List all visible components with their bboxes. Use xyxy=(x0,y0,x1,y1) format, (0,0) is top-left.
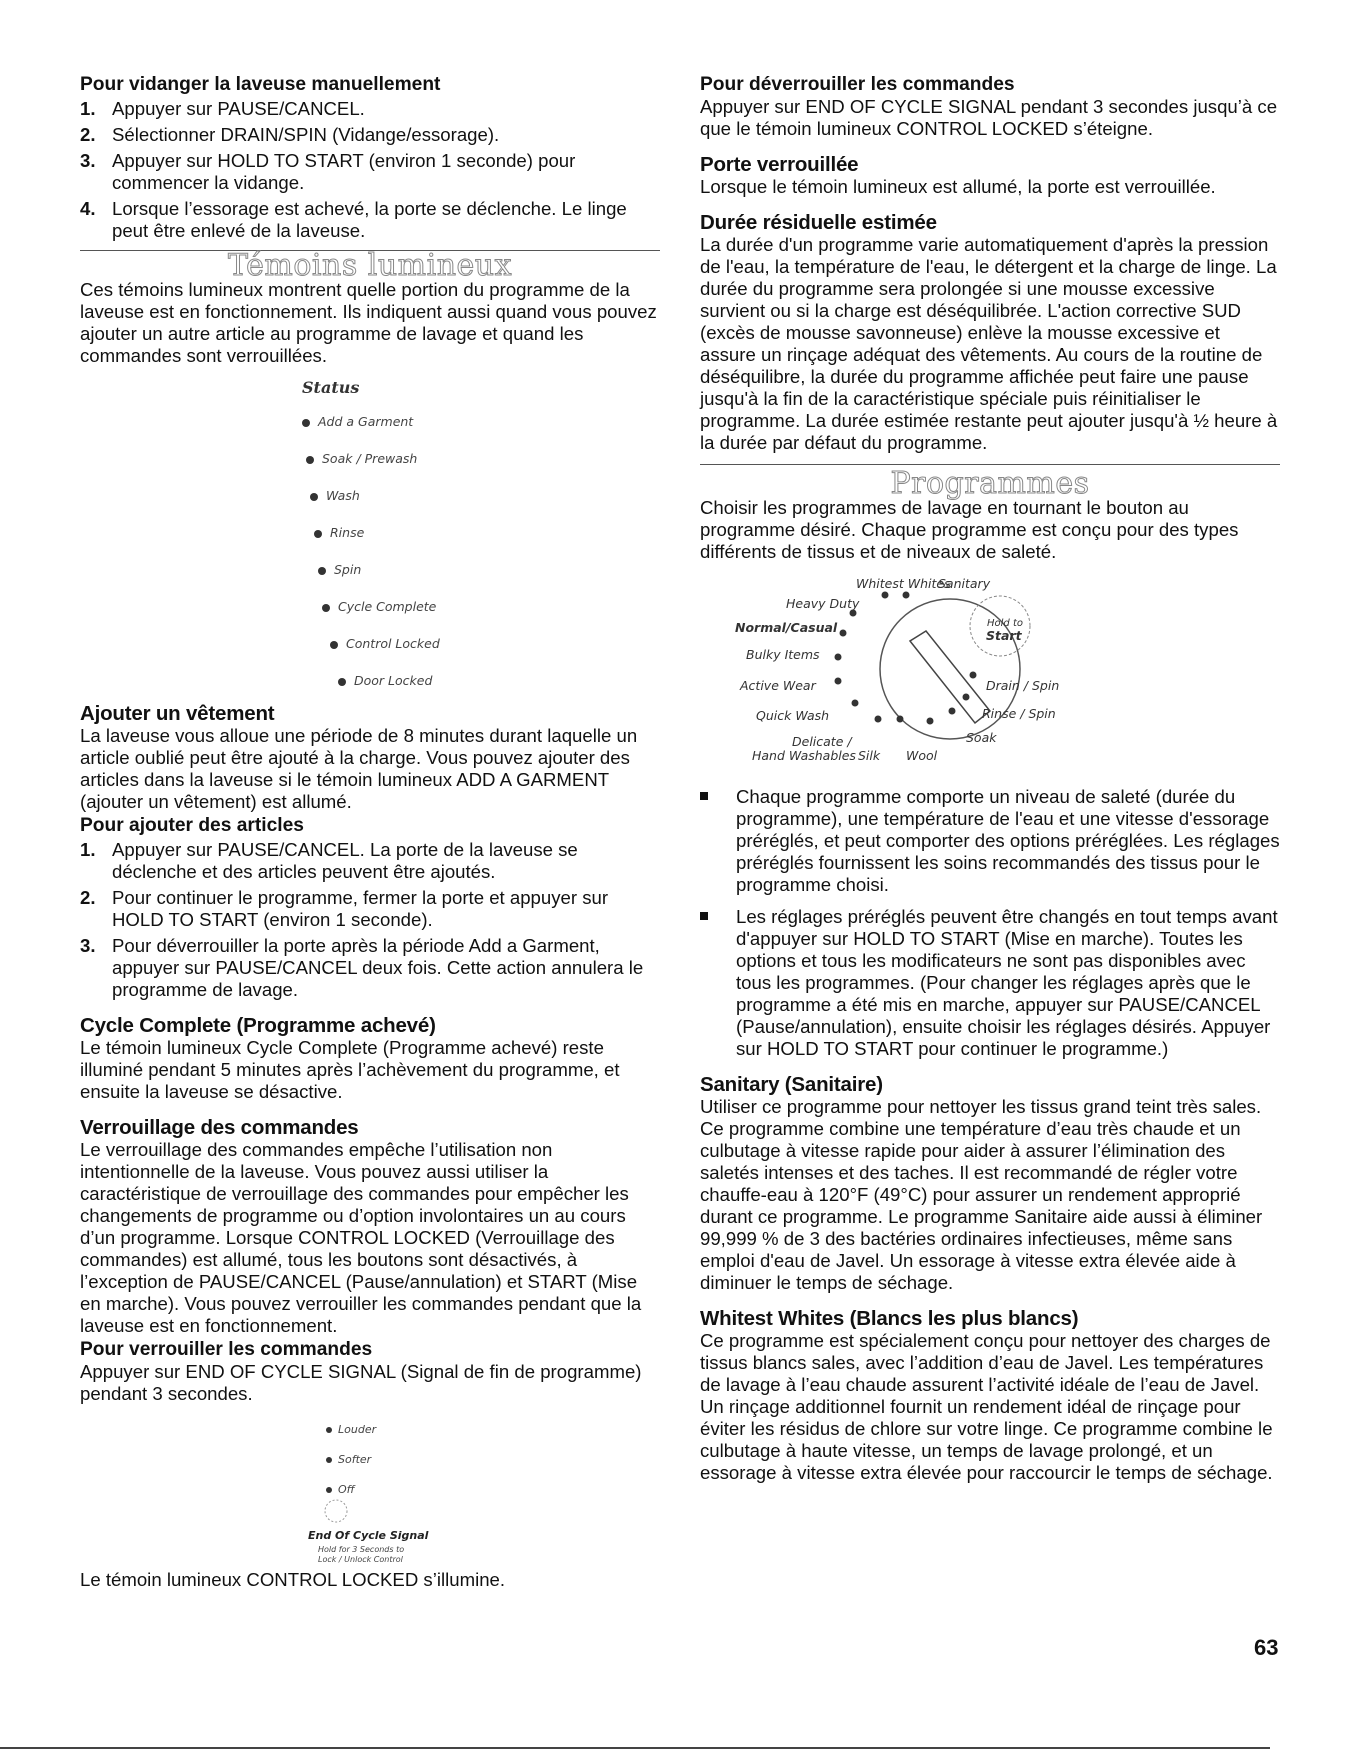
step-text: Appuyer sur PAUSE/CANCEL. La porte de la laveuse se déclenche et des articles peuvent être ajoutés. xyxy=(112,839,578,882)
dial-label-soak: Soak xyxy=(966,730,997,745)
dial-label-heavy: Heavy Duty xyxy=(786,596,860,611)
section-divider xyxy=(700,464,1280,465)
drain-steps xyxy=(80,98,660,242)
whitest-paragraph: Ce programme est spécialement conçu pour nettoyer des charges de tissus blancs sales, avec l’addition d’eau de Javel. Les températures de lavage à l’eau chaude assurent l’activité idéale de l’eau de Javel. Un rinçage additionnel fournit un rendement idéal de rinçage pour éviter les résidus de chlore sur votre linge. Ce programme combine le culbutage à haute vitesse, un temps de lavage prolongé, et un essorage à vitesse extra élevée pour raccourcir le temps de séchage. xyxy=(700,1330,1273,1483)
bottom-rule xyxy=(0,1747,1270,1749)
dial-label-delicate: Delicate / xyxy=(792,734,852,749)
right-column xyxy=(700,74,1280,1484)
indicator-light-icon xyxy=(302,419,310,427)
step-number: 4. xyxy=(80,198,96,219)
list-item xyxy=(80,98,660,120)
pour-ajouter-steps xyxy=(80,839,660,1001)
end-of-cycle-signal-illustration xyxy=(80,1411,660,1564)
indicator-light-icon xyxy=(326,1427,332,1433)
ajouter-heading: Ajouter un vêtement xyxy=(80,702,275,725)
deverrouiller-heading: Pour déverrouiller les commandes xyxy=(700,74,1015,95)
dial-label-whitest: Whitest Whites xyxy=(856,576,951,591)
programmes-paragraph: Choisir les programmes de lavage en tournant le bouton au programme désiré. Chaque programme est conçu pour des types différents de tissus et de niveaux de saleté. xyxy=(700,497,1239,562)
indicator-light-icon xyxy=(322,604,330,612)
ajouter-paragraph: La laveuse vous alloue une période de 8 minutes durant laquelle un article oublié peut être ajouté à la charge. Vous pouvez ajouter des articles dans la laveuse si le témoin lumineux ADD A GARMENT (ajouter un vêtement) est allumé. xyxy=(80,725,638,812)
cycle-complete-paragraph: Le témoin lumineux Cycle Complete (Programme achevé) reste illuminé pendant 5 minutes après l’achèvement du programme, et ensuite la laveuse se désactive. xyxy=(80,1037,620,1102)
indicator-light-icon xyxy=(326,1457,332,1463)
duree-heading: Durée résiduelle estimée xyxy=(700,211,937,234)
step-text: Pour déverrouiller la porte après la période Add a Garment, appuyer sur PAUSE/CANCEL deux fois. Cette action annulera le programme de lavage. xyxy=(112,935,644,1000)
hold-to-start-label-2: Start xyxy=(986,628,1022,643)
status-light-wash: Wash xyxy=(310,485,360,507)
dial-label-drain-spin: Drain / Spin xyxy=(986,678,1060,693)
list-item xyxy=(80,839,660,883)
temoins-paragraph: Ces témoins lumineux montrent quelle portion du programme de la laveuse est en fonctionnement. Ils indiquent aussi quand vous pouvez ajouter un autre article au programme de lavage et quand les commandes sont verrouillées. xyxy=(80,279,657,366)
step-number: 1. xyxy=(80,839,96,860)
porte-heading: Porte verrouillée xyxy=(700,153,859,176)
cycle-dial-illustration xyxy=(700,571,1280,776)
list-item xyxy=(80,887,660,931)
dial-label-wool: Wool xyxy=(906,748,938,763)
step-number: 2. xyxy=(80,124,96,145)
control-locked-line: Le témoin lumineux CONTROL LOCKED s’illumine. xyxy=(80,1569,506,1590)
pour-ajouter-heading: Pour ajouter des articles xyxy=(80,815,304,836)
status-panel-title: Status xyxy=(302,378,360,397)
dial-label-silk: Silk xyxy=(858,748,881,763)
indicator-light-icon xyxy=(326,1487,332,1493)
deverrouiller-paragraph: Appuyer sur END OF CYCLE SIGNAL pendant 3 secondes jusqu’à ce que le témoin lumineux CONTROL LOCKED s’éteigne. xyxy=(700,96,1278,139)
whitest-heading: Whitest Whites (Blancs les plus blancs) xyxy=(700,1307,1079,1330)
status-light-rinse: Rinse xyxy=(314,522,364,544)
step-text: Appuyer sur PAUSE/CANCEL. xyxy=(112,98,365,119)
verrouillage-heading: Verrouillage des commandes xyxy=(80,1116,359,1139)
dial-label-normal: Normal/Casual xyxy=(735,620,838,635)
duree-paragraph: La durée d'un programme varie automatiquement d'après la pression de l'eau, la température de l'eau, le détergent et la charge de linge. La durée du programme sera prolongée si une mousse excessive survient ou si la charge est déséquilibrée. L'action corrective SUD (excès de mousse savonneuse) enlève la mousse excessive et assure un rinçage adéquat des vêtements. Au cours de la routine de déséquilibre, la durée du programme affichée peut faire une pause jusqu'à la fin de la caractéristique spéciale puis réinitialiser le programme. La durée estimée restante peut ajouter jusqu'à ½ heure à la durée par défaut du programme. xyxy=(700,234,1278,453)
list-item xyxy=(80,935,660,1001)
left-column xyxy=(80,74,660,1591)
programme-bullets xyxy=(700,786,1280,1060)
indicator-light-icon xyxy=(306,456,314,464)
signal-softer: Softer xyxy=(326,1449,371,1471)
step-text: Lorsque l’essorage est achevé, la porte se déclenche. Le linge peut être enlevé de la laveuse. xyxy=(112,198,627,241)
status-panel-illustration xyxy=(80,377,660,697)
status-light-door-locked: Door Locked xyxy=(338,670,432,692)
indicator-light-icon xyxy=(338,678,346,686)
sanitary-paragraph: Utiliser ce programme pour nettoyer les tissus grand teint très sales. Ce programme combine une température d’eau très chaude et un culbutage à vitesse rapide pour aider à assurer l’élimination des saletés intenses et des taches. Il est recommandé de régler votre chauffe-eau à 120°F (49°C) pour assurer un rendement approprié durant ce programme. Le programme Sanitaire aide aussi à éliminer 99,999 % de 3 des bactéries ordinaires infectieuses, même sans emploi d'eau de Javel. Un essorage à vitesse extra élevée aide à diminuer le temps de séchage. xyxy=(700,1096,1263,1293)
step-text: Pour continuer le programme, fermer la porte et appuyer sur HOLD TO START (environ 1 seconde). xyxy=(112,887,609,930)
indicator-light-icon xyxy=(330,641,338,649)
signal-label: End Of Cycle Signal xyxy=(308,1529,429,1542)
dial-label-quick: Quick Wash xyxy=(756,708,830,723)
status-light-soak: Soak / Prewash xyxy=(306,448,417,470)
status-light-cycle-complete: Cycle Complete xyxy=(322,596,436,618)
temoins-title: Témoins lumineux xyxy=(227,248,513,283)
status-light-control-locked: Control Locked xyxy=(330,633,440,655)
indicator-light-icon xyxy=(310,493,318,501)
step-text: Appuyer sur HOLD TO START (environ 1 seconde) pour commencer la vidange. xyxy=(112,150,576,193)
dial-label-hand-washables: Hand Washables xyxy=(752,748,856,763)
page-number: 63 xyxy=(1254,1635,1279,1660)
list-item xyxy=(80,198,660,242)
status-light-spin: Spin xyxy=(318,559,361,581)
square-bullet-icon xyxy=(700,792,708,800)
step-number: 1. xyxy=(80,98,96,119)
verrouillage-paragraph: Le verrouillage des commandes empêche l’utilisation non intentionnelle de la laveuse. Vous pouvez aussi utiliser la caractéristique de verrouillage des commandes pour empêcher les changements de programme ou d’option involontaires un au cours d’un programme. Lorsque CONTROL LOCKED (Verrouillage des commandes) est allumé, tous les boutons sont désactivés, à l’exception de PAUSE/CANCEL (Pause/annulation) et START (Mise en marche). Vous pouvez verrouiller les commandes pendant que la laveuse est en fonctionnement. xyxy=(80,1139,642,1336)
step-number: 3. xyxy=(80,935,96,956)
status-light-add-garment: Add a Garment xyxy=(302,411,413,433)
signal-sub-label-1: Hold for 3 Seconds to xyxy=(318,1545,405,1554)
signal-button-icon xyxy=(322,1497,350,1525)
step-text: Sélectionner DRAIN/SPIN (Vidange/essorage). xyxy=(112,124,500,145)
dial-label-active: Active Wear xyxy=(740,678,816,693)
square-bullet-icon xyxy=(700,912,708,920)
pour-verrouiller-paragraph: Appuyer sur END OF CYCLE SIGNAL (Signal de fin de programme) pendant 3 secondes. xyxy=(80,1361,642,1404)
signal-louder: Louder xyxy=(326,1419,376,1441)
hold-to-start-label-1: Hold to xyxy=(987,618,1023,629)
signal-sub-label-2: Lock / Unlock Control xyxy=(318,1555,403,1564)
drain-heading: Pour vidanger la laveuse manuellement xyxy=(80,74,441,95)
dial-label-sanitary: Sanitary xyxy=(938,576,991,591)
porte-paragraph: Lorsque le témoin lumineux est allumé, la porte est verrouillée. xyxy=(700,176,1216,197)
list-item: Chaque programme comporte un niveau de saleté (durée du programme), une température de l'eau et une vitesse d'essorage préréglés, et peut comporter des options préréglées. Les réglages préréglés fournissent les soins recommandés des tissus pour le programme choisi. xyxy=(700,786,1280,896)
step-number: 2. xyxy=(80,887,96,908)
sanitary-heading: Sanitary (Sanitaire) xyxy=(700,1073,883,1096)
dial-label-bulky: Bulky Items xyxy=(746,647,820,662)
cycle-complete-heading: Cycle Complete (Programme achevé) xyxy=(80,1014,436,1037)
indicator-light-icon xyxy=(314,530,322,538)
indicator-light-icon xyxy=(318,567,326,575)
programmes-title: Programmes xyxy=(890,466,1090,501)
list-item xyxy=(80,124,660,146)
signal-off: Off xyxy=(326,1479,355,1501)
list-item xyxy=(80,150,660,194)
list-item: Les réglages préréglés peuvent être changés en tout temps avant d'appuyer sur HOLD TO START (Mise en marche). Toutes les options et tous les modificateurs ne sont pas disponibles avec tous les programmes. (Pour changer les réglages après que le programme a été mis en marche, appuyer sur PAUSE/CANCEL (Pause/annulation), ensuite choisir les réglages désirés. Appuyer sur HOLD TO START pour continuer le programme.) xyxy=(700,906,1280,1060)
pour-verrouiller-heading: Pour verrouiller les commandes xyxy=(80,1339,373,1360)
dial-label-rinse-spin: Rinse / Spin xyxy=(982,706,1056,721)
step-number: 3. xyxy=(80,150,96,171)
